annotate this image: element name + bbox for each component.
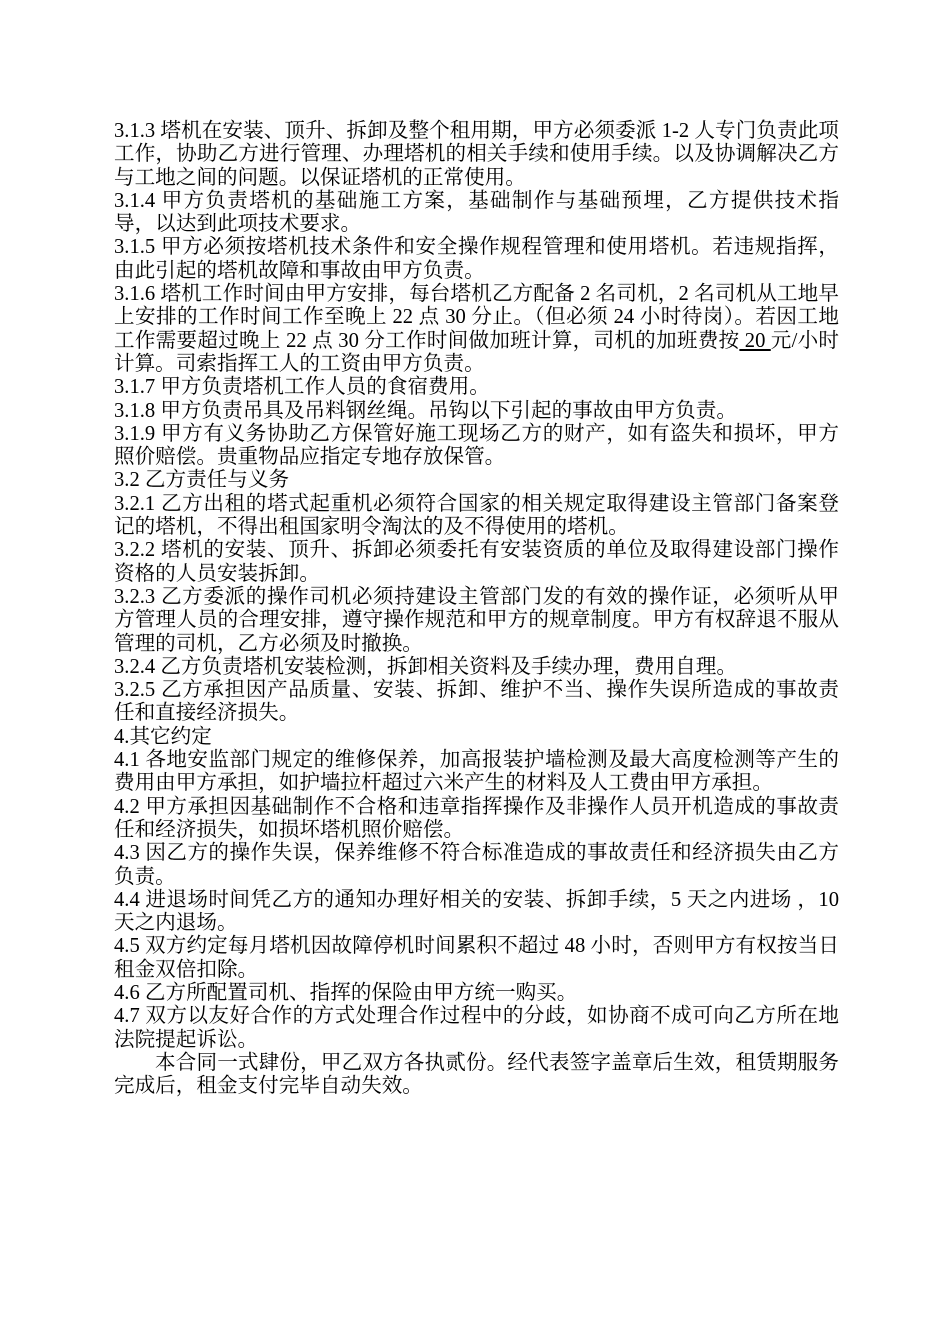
clause-4-4: 4.4 进退场时间凭乙方的通知办理好相关的安装、拆卸手续，5 天之内进场 ，10 天之内退场。: [114, 888, 839, 935]
clause-4-3: 4.3 因乙方的操作失误，保养维修不符合标准造成的事故责任和经济损失由乙方负责。: [114, 842, 839, 888]
clause-4-1: 4.1 各地安监部门规定的维修保养，加高报装护墙检测及最大高度检测等产生的费用由甲方承担，如护墙拉杆超过六米产生的材料及人工费由甲方承担。: [114, 749, 839, 795]
clause-3-1-4: 3.1.4 甲方负责塔机的基础施工方案，基础制作与基础预埋，乙方提供技术指导，以达到此项技术要求。: [114, 189, 839, 236]
clause-4-2: 4.2 甲方承担因基础制作不合格和违章指挥操作及非操作人员开机造成的事故责任和经济损失，如损坏塔机照价赔偿。: [114, 795, 839, 841]
clause-3-2-5: 3.2.5 乙方承担因产品质量、安装、拆卸、维护不当、操作失误所造成的事故责任和直接经济损失。: [114, 679, 839, 725]
clause-4-6: 4.6 乙方所配置司机、指挥的保险由甲方统一购买。: [114, 981, 578, 1004]
clause-4-7: 4.7 双方以友好合作的方式处理合作过程中的分歧，如协商不成可向乙方所在地法院提起诉讼。: [114, 1005, 839, 1051]
clause-3-1-6-lead: 3.1.6 塔机工作时间由甲方安排，每台塔机乙方配备 2 名司机，2 名司机从工地早上安排的工作时间工作至晚上 22 点 30 分止。（但必须 24 小时待岗）。若因工地工作需要超过晚上 22 点 30 分工作时间做加班计算，司机的加班费按: [114, 283, 839, 352]
clause-3-1-6-tail: 元/小时计算。司索指挥工人的工资由甲方负责。: [114, 329, 840, 375]
clause-3-1-5: 3.1.5 甲方必须按塔机技术条件和安全操作规程管理和使用塔机。若违规指挥，由此引起的塔机故障和事故由甲方负责。: [114, 236, 839, 282]
clause-3-1-6: [114, 283, 839, 376]
clause-3-1-9: 3.1.9 甲方有义务协助乙方保管好施工现场乙方的财产，如有盗失和损坏，甲方照价赔偿。贵重物品应指定专地存放保管。: [114, 422, 839, 469]
clause-3-1-3: 3.1.3 塔机在安装、顶升、拆卸及整个租用期，甲方必须委派 1-2 人专门负责此项工作，协助乙方进行管理、办理塔机的相关手续和使用手续。以及协调解决乙方与工地之间的问题。以保证塔机的正常使用。: [114, 120, 839, 189]
contract-page: [114, 120, 839, 1098]
overtime-rate: 20: [739, 329, 771, 352]
clause-3-1-7: 3.1.7 甲方负责塔机工作人员的食宿费用。: [114, 376, 490, 399]
clause-3-2-2: 3.2.2 塔机的安装、顶升、拆卸必须委托有安装资质的单位及取得建设部门操作资格的人员安装拆卸。: [114, 539, 839, 585]
clause-3-1-8: 3.1.8 甲方负责吊具及吊料钢丝绳。吊钩以下引起的事故由甲方负责。: [114, 399, 737, 422]
clause-3-2-3: 3.2.3 乙方委派的操作司机必须持建设主管部门发的有效的操作证，必须听从甲方管理人员的合理安排，遵守操作规范和甲方的规章制度。甲方有权辞退不服从管理的司机，乙方必须及时撤换。: [114, 585, 839, 655]
section-3-2-heading: 3.2 乙方责任与义务: [114, 469, 290, 492]
clause-3-2-1: 3.2.1 乙方出租的塔式起重机必须符合国家的相关规定取得建设主管部门备案登记的塔机，不得出租国家明令淘汰的及不得使用的塔机。: [114, 492, 839, 539]
closing-paragraph: 本合同一式肆份，甲乙双方各执贰份。经代表签字盖章后生效，租赁期服务完成后，租金支付完毕自动失效。: [114, 1051, 839, 1098]
clause-3-2-4: 3.2.4 乙方负责塔机安装检测，拆卸相关资料及手续办理，费用自理。: [114, 655, 737, 678]
clause-4-5: 4.5 双方约定每月塔机因故障停机时间累积不超过 48 小时，否则甲方有权按当日租金双倍扣除。: [114, 935, 839, 981]
section-4-heading: 4.其它约定: [114, 725, 212, 748]
